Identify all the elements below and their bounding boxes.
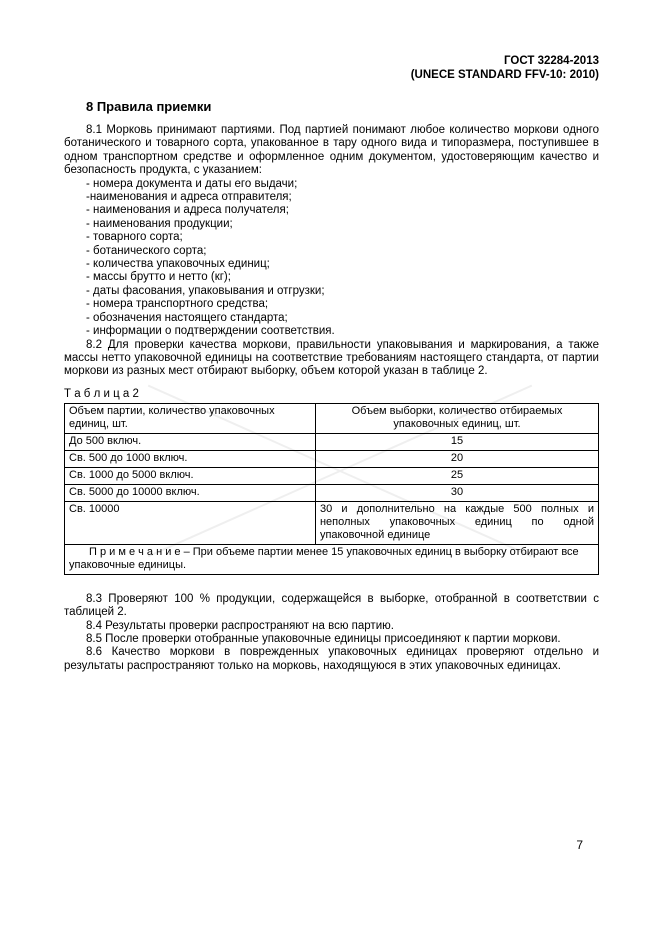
list-item: - массы брутто и нетто (кг); (86, 271, 231, 284)
batch-size-cell: Св. 500 до 1000 включ. (65, 450, 316, 467)
list-item: - товарного сорта; (86, 231, 183, 244)
sample-size-cell: 30 (315, 484, 598, 501)
paragraph-8-6: 8.6 Качество моркови в поврежденных упаковочных единицах проверяют отдельно и результаты распространяют только на морковь, находящуюся в этих упаковочных единицах. (64, 646, 599, 672)
list-item: - обозначения настоящего стандарта; (86, 311, 288, 324)
table-row (65, 467, 599, 484)
paragraph-8-4: 8.4 Результаты проверки распространяют на всю партию. (86, 619, 394, 632)
list-item: - ботанического сорта; (86, 244, 207, 257)
sample-size-cell: 15 (315, 433, 598, 450)
paragraph-8-2: 8.2 Для проверки качества моркови, правильности упаковывания и маркирования, а также массы нетто упаковочной единицы на соответствие требованиям настоящего стандарта, от партии моркови из разных мест отбирают выборку, объем которой указан в таблице 2. (64, 338, 599, 378)
table-row (65, 501, 599, 544)
batch-size-cell: Св. 10000 (65, 501, 316, 544)
sampling-table (64, 403, 599, 575)
paragraph-8-3: 8.3 Проверяют 100 % продукции, содержащейся в выборке, отобранной в соответствии с таблицей 2. (64, 592, 599, 619)
table-label: Т а б л и ц а 2 (64, 387, 139, 400)
page-number: 7 (576, 838, 583, 852)
table-col2-header: Объем выборки, количество отбираемых упаковочных единиц, шт. (315, 403, 598, 433)
section-title: 8 Правила приемки (86, 99, 212, 114)
batch-size-cell: Св. 5000 до 10000 включ. (65, 484, 316, 501)
standard-reference: (UNECE STANDARD FFV-10: 2010) (410, 69, 599, 81)
table-row (65, 484, 599, 501)
list-item: - номера транспортного средства; (86, 298, 269, 311)
batch-size-cell: До 500 включ. (65, 433, 316, 450)
sample-size-cell: 30 и дополнительно на каждые 500 полных и неполных упаковочных единиц по одной упаковочной единице (315, 501, 598, 544)
table-note-row (65, 544, 599, 574)
table-col1-header: Объем партии, количество упаковочных единиц, шт. (65, 403, 316, 433)
list-item: - наименования продукции; (86, 217, 233, 230)
list-item: - количества упаковочных единиц; (86, 258, 270, 271)
list-item: - даты фасования, упаковывания и отгрузки; (86, 284, 325, 297)
table-row (65, 450, 599, 467)
sample-size-cell: 20 (315, 450, 598, 467)
list-item: -наименования и адреса отправителя; (86, 191, 292, 204)
sample-size-cell: 25 (315, 467, 598, 484)
table-row (65, 433, 599, 450)
table-note: П р и м е ч а н и е – При объеме партии менее 15 упаковочных единиц в выборку отбирают все упаковочные единицы. (65, 544, 599, 574)
table-header-row (65, 403, 599, 433)
standard-number: ГОСТ 32284-2013 (504, 55, 599, 67)
list-item: - наименования и адреса получателя; (86, 204, 289, 217)
list-item: - номера документа и даты его выдачи; (86, 177, 298, 190)
paragraph-8-5: 8.5 После проверки отобранные упаковочные единицы присоединяют к партии моркови. (86, 632, 561, 645)
batch-size-cell: Св. 1000 до 5000 включ. (65, 467, 316, 484)
indication-list (64, 178, 599, 339)
list-item: - информации о подтверждении соответствия. (86, 325, 335, 338)
paragraph-8-1: 8.1 Морковь принимают партиями. Под партией понимают любое количество моркови одного ботанического и товарного сорта, упакованное в тару одного вида и типоразмера, поступившее в одном транспортном средстве и оформленное одним документом, удостоверяющим качество и безопасность продукта, с указанием: (64, 124, 599, 177)
document-header (64, 54, 599, 82)
